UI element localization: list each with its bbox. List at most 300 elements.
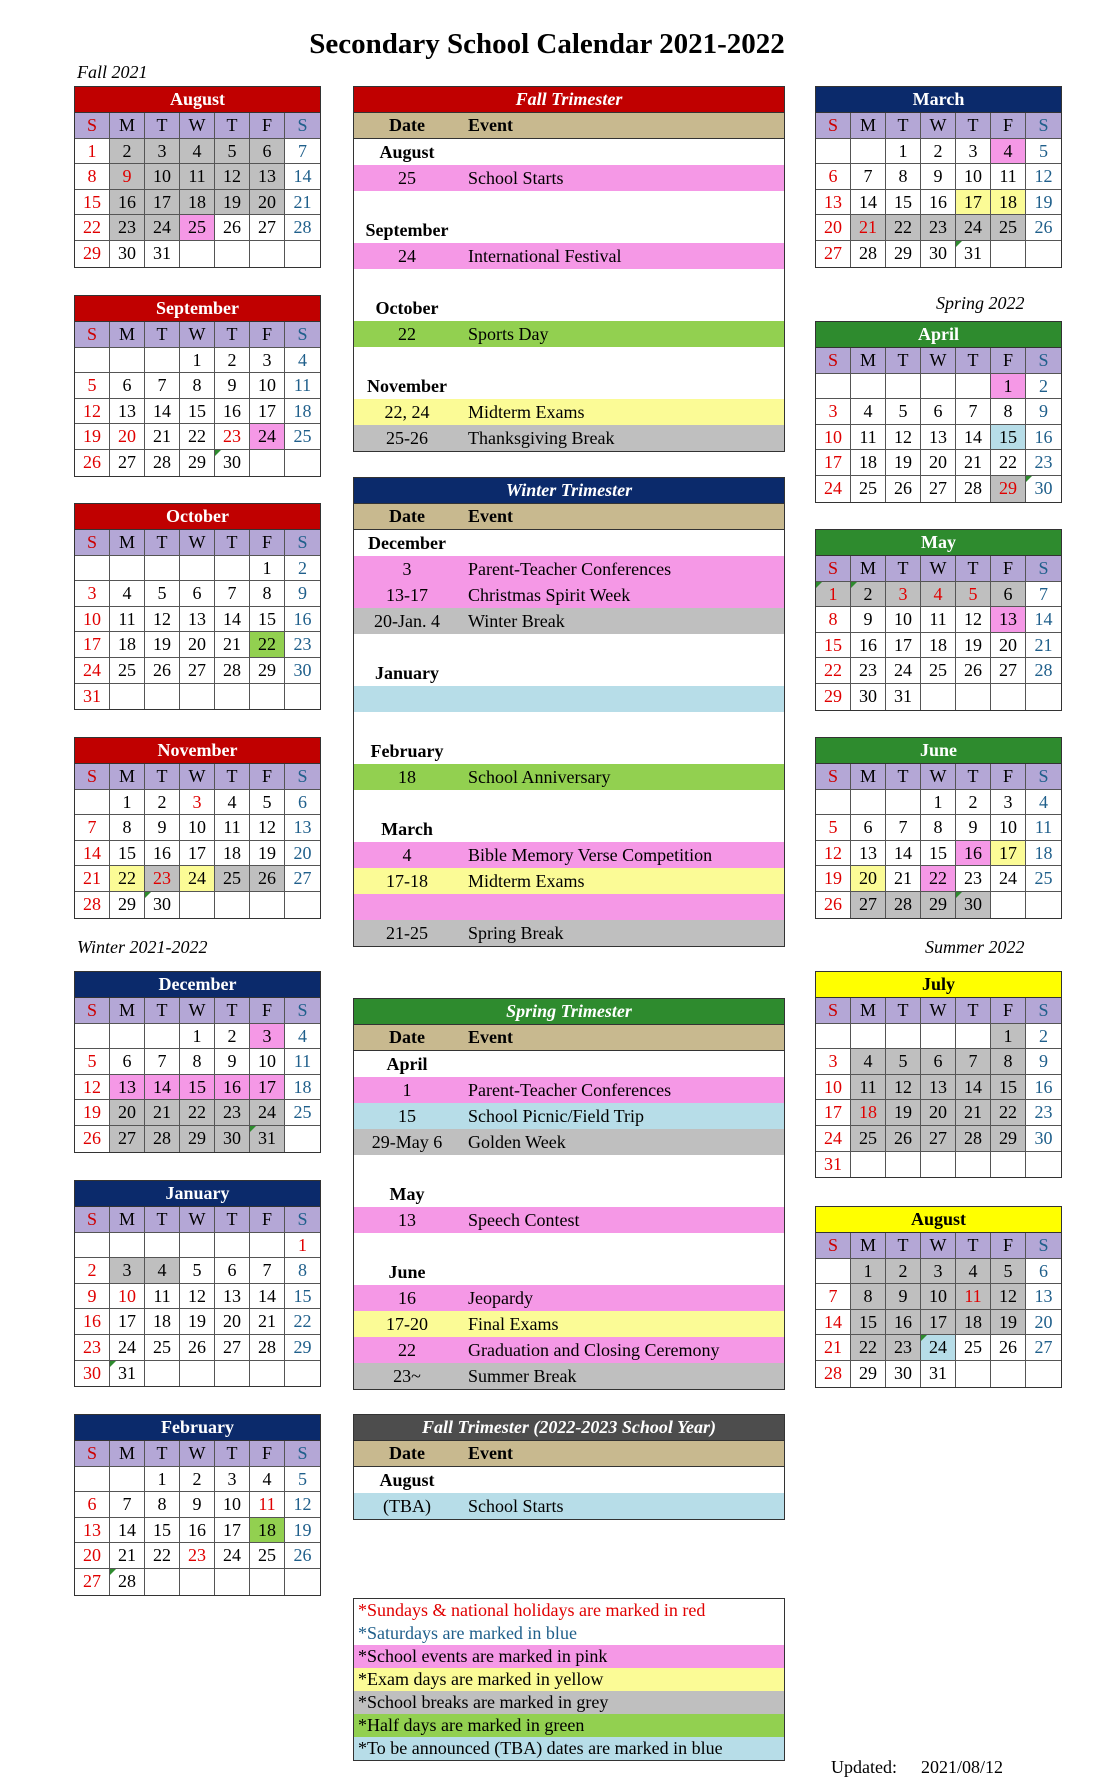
day-cell — [110, 1467, 145, 1493]
weekday-header: M — [110, 113, 145, 139]
day-cell — [145, 1233, 180, 1259]
day-cell: 28 — [886, 892, 921, 918]
day-cell: 24 — [215, 1543, 250, 1569]
day-cell: 9 — [921, 164, 956, 190]
event-name — [460, 530, 784, 556]
day-cell: 6 — [285, 790, 320, 816]
day-cell — [886, 1152, 921, 1178]
weekday-header: S — [816, 998, 851, 1024]
day-cell — [956, 1152, 991, 1178]
weekday-header: T — [145, 113, 180, 139]
day-cell: 12 — [215, 164, 250, 190]
weekday-header: T — [215, 764, 250, 790]
table-row — [354, 321, 784, 347]
weekday-header: S — [1026, 998, 1061, 1024]
day-cell: 2 — [921, 139, 956, 165]
day-cell: 2 — [215, 348, 250, 374]
day-cell: 1 — [886, 139, 921, 165]
month-heading: March — [381, 819, 433, 839]
weekday-header: S — [1026, 113, 1061, 139]
event-name — [460, 1181, 784, 1207]
day-cell: 29 — [250, 658, 285, 684]
event-name — [460, 1467, 784, 1493]
table-row — [354, 217, 784, 243]
weekday-header: T — [145, 998, 180, 1024]
legend-item: *School events are marked in pink — [354, 1645, 784, 1668]
day-cell: 19 — [75, 1100, 110, 1126]
day-cell: 11 — [285, 373, 320, 399]
event-name — [460, 139, 784, 165]
day-cell: 22 — [991, 450, 1026, 476]
event-date: 24 — [398, 246, 416, 266]
table-title: Fall Trimester (2022-2023 School Year) — [354, 1415, 784, 1441]
event-name: Midterm Exams — [468, 871, 585, 891]
day-cell: 1 — [851, 1259, 886, 1285]
day-cell: 19 — [816, 866, 851, 892]
table-row — [354, 1363, 784, 1389]
fall-trimester-table — [353, 86, 785, 452]
table-row — [354, 1155, 784, 1181]
weekday-header: M — [851, 764, 886, 790]
day-cell: 8 — [145, 1492, 180, 1518]
table-row — [354, 686, 784, 712]
event-date: 22, 24 — [384, 402, 430, 422]
day-cell — [285, 1126, 320, 1152]
day-cell: 10 — [250, 373, 285, 399]
day-cell: 2 — [1026, 374, 1061, 400]
day-cell: 27 — [1026, 1335, 1061, 1361]
day-cell: 24 — [886, 658, 921, 684]
day-cell: 7 — [1026, 582, 1061, 608]
day-cell: 18 — [145, 1309, 180, 1335]
event-date: 13-17 — [386, 585, 428, 605]
day-cell: 18 — [851, 450, 886, 476]
day-cell — [851, 1152, 886, 1178]
month-heading: May — [389, 1184, 425, 1204]
day-cell: 1 — [145, 1467, 180, 1493]
day-cell: 17 — [110, 1309, 145, 1335]
day-cell: 9 — [886, 1284, 921, 1310]
day-cell — [1026, 1152, 1061, 1178]
updated-date: 2021/08/12 — [920, 1757, 1003, 1777]
day-cell — [75, 790, 110, 816]
day-cell: 18 — [285, 399, 320, 425]
day-cell: 10 — [110, 1284, 145, 1310]
day-cell: 17 — [956, 190, 991, 216]
weekday-header: S — [1026, 556, 1061, 582]
day-cell — [886, 1024, 921, 1050]
event-name: Winter Break — [468, 611, 565, 631]
day-cell: 26 — [1026, 215, 1061, 241]
day-cell: 18 — [956, 1310, 991, 1336]
month-name: October — [75, 504, 320, 530]
month-heading: October — [375, 298, 439, 318]
event-name — [460, 373, 784, 399]
day-cell: 20 — [110, 1100, 145, 1126]
day-cell: 15 — [110, 841, 145, 867]
event-name — [460, 816, 784, 842]
day-cell: 6 — [250, 139, 285, 165]
day-cell: 29 — [180, 1126, 215, 1152]
weekday-header: W — [180, 530, 215, 556]
half-day-marker — [110, 1361, 116, 1367]
day-cell: 8 — [250, 581, 285, 607]
day-cell: 9 — [1026, 1049, 1061, 1075]
day-cell: 30 — [886, 1361, 921, 1387]
event-name: Midterm Exams — [468, 402, 585, 422]
day-cell: 14 — [110, 1518, 145, 1544]
day-cell: 24 — [180, 866, 215, 892]
weekday-header: T — [956, 556, 991, 582]
day-cell: 9 — [1026, 399, 1061, 425]
day-cell: 27 — [921, 1126, 956, 1152]
half-day-marker — [110, 1569, 116, 1575]
day-cell: 30 — [110, 241, 145, 267]
day-cell: 1 — [285, 1233, 320, 1259]
weekday-header: S — [816, 1233, 851, 1259]
day-cell: 23 — [921, 215, 956, 241]
legend-item: *Saturdays are marked in blue — [358, 1623, 577, 1643]
day-cell: 18 — [215, 841, 250, 867]
day-cell: 10 — [816, 425, 851, 451]
day-cell: 22 — [75, 215, 110, 241]
day-cell: 14 — [75, 841, 110, 867]
day-cell: 1 — [921, 790, 956, 816]
day-cell — [215, 556, 250, 582]
day-cell: 15 — [921, 841, 956, 867]
day-cell: 10 — [816, 1075, 851, 1101]
weekday-header: M — [851, 1233, 886, 1259]
day-cell: 28 — [285, 215, 320, 241]
day-cell: 2 — [145, 790, 180, 816]
table-row — [354, 1467, 784, 1493]
day-cell: 26 — [215, 215, 250, 241]
day-cell: 7 — [851, 164, 886, 190]
event-name: Graduation and Closing Ceremony — [468, 1340, 720, 1360]
day-cell — [110, 684, 145, 710]
event-name: Parent-Teacher Conferences — [468, 1080, 672, 1100]
day-cell: 19 — [886, 1100, 921, 1126]
day-cell: 4 — [180, 139, 215, 165]
day-cell: 24 — [816, 476, 851, 502]
day-cell: 26 — [75, 1126, 110, 1152]
day-cell: 12 — [75, 1075, 110, 1101]
weekday-header: M — [110, 998, 145, 1024]
day-cell: 5 — [75, 1049, 110, 1075]
day-cell — [921, 1024, 956, 1050]
month-name: March — [816, 87, 1061, 113]
day-cell: 10 — [145, 164, 180, 190]
event-name: Spring Break — [468, 923, 564, 943]
day-cell: 17 — [921, 1310, 956, 1336]
day-cell: 13 — [215, 1284, 250, 1310]
day-cell — [75, 1024, 110, 1050]
month-name: December — [75, 972, 320, 998]
table-row — [354, 790, 784, 816]
day-cell: 27 — [75, 1569, 110, 1595]
day-cell: 16 — [75, 1309, 110, 1335]
weekday-header: S — [285, 113, 320, 139]
event-name: Speech Contest — [468, 1210, 580, 1230]
half-day-marker — [921, 1335, 927, 1341]
weekday-header: S — [1026, 348, 1061, 374]
day-cell: 20 — [1026, 1310, 1061, 1336]
day-cell — [250, 1233, 285, 1259]
day-cell: 22 — [991, 1100, 1026, 1126]
weekday-header: W — [180, 322, 215, 348]
day-cell: 31 — [886, 684, 921, 710]
day-cell: 26 — [285, 1543, 320, 1569]
day-cell: 17 — [816, 1100, 851, 1126]
day-cell: 20 — [180, 632, 215, 658]
day-cell: 5 — [816, 815, 851, 841]
day-cell: 25 — [851, 1126, 886, 1152]
day-cell: 7 — [956, 399, 991, 425]
day-cell: 31 — [145, 241, 180, 267]
month-heading: April — [386, 1054, 428, 1074]
season-label-summer: Summer 2022 — [925, 937, 1025, 957]
table-row — [354, 295, 784, 321]
day-cell: 18 — [921, 633, 956, 659]
day-cell — [1026, 684, 1061, 710]
table-row — [354, 1493, 784, 1519]
event-name — [460, 1051, 784, 1077]
day-cell: 22 — [285, 1309, 320, 1335]
day-cell: 15 — [991, 1075, 1026, 1101]
day-cell: 15 — [285, 1284, 320, 1310]
table-row — [354, 1103, 784, 1129]
event-date — [354, 634, 460, 660]
weekday-header: S — [285, 764, 320, 790]
day-cell: 13 — [991, 607, 1026, 633]
day-cell: 22 — [921, 866, 956, 892]
day-cell: 13 — [921, 425, 956, 451]
day-cell — [215, 684, 250, 710]
day-cell: 13 — [285, 815, 320, 841]
day-cell: 27 — [180, 658, 215, 684]
day-cell: 16 — [215, 1075, 250, 1101]
day-cell: 9 — [215, 373, 250, 399]
day-cell: 27 — [921, 476, 956, 502]
legend-item: *Exam days are marked in yellow — [354, 1668, 784, 1691]
day-cell: 17 — [145, 190, 180, 216]
day-cell: 13 — [1026, 1284, 1061, 1310]
event-date — [354, 712, 460, 738]
day-cell — [285, 892, 320, 918]
day-cell: 8 — [180, 373, 215, 399]
day-cell: 8 — [886, 164, 921, 190]
day-cell: 11 — [851, 1075, 886, 1101]
weekday-header: T — [215, 1207, 250, 1233]
day-cell — [215, 1569, 250, 1595]
table-row — [354, 399, 784, 425]
day-cell: 25 — [110, 658, 145, 684]
event-date: 22 — [398, 324, 416, 344]
day-cell: 28 — [250, 1335, 285, 1361]
event-column-header: Event — [468, 115, 513, 135]
table-row — [354, 712, 784, 738]
day-cell: 20 — [215, 1309, 250, 1335]
day-cell: 2 — [75, 1258, 110, 1284]
day-cell: 25 — [250, 1543, 285, 1569]
month-heading: January — [374, 663, 439, 683]
day-cell: 29 — [816, 684, 851, 710]
day-cell — [250, 684, 285, 710]
day-cell: 8 — [991, 1049, 1026, 1075]
day-cell: 27 — [215, 1335, 250, 1361]
event-name: Bible Memory Verse Competition — [468, 845, 713, 865]
day-cell — [110, 556, 145, 582]
day-cell: 18 — [851, 1100, 886, 1126]
day-cell: 15 — [75, 190, 110, 216]
day-cell: 20 — [921, 450, 956, 476]
day-cell: 14 — [285, 164, 320, 190]
half-day-marker — [145, 892, 151, 898]
weekday-header: M — [851, 348, 886, 374]
day-cell — [285, 241, 320, 267]
table-row — [354, 139, 784, 165]
month-heading: February — [370, 741, 444, 761]
day-cell: 6 — [1026, 1259, 1061, 1285]
day-cell: 11 — [145, 1284, 180, 1310]
day-cell — [921, 374, 956, 400]
weekday-header: F — [991, 348, 1026, 374]
day-cell: 4 — [851, 399, 886, 425]
calendar-may-2022 — [815, 529, 1062, 711]
day-cell: 6 — [921, 399, 956, 425]
day-cell — [991, 892, 1026, 918]
day-cell: 3 — [145, 139, 180, 165]
event-name — [460, 686, 784, 712]
calendar-january-2022 — [74, 1180, 321, 1387]
day-cell: 16 — [110, 190, 145, 216]
day-cell: 27 — [816, 241, 851, 267]
event-name — [460, 1155, 784, 1181]
day-cell: 21 — [145, 1100, 180, 1126]
day-cell: 21 — [956, 450, 991, 476]
weekday-header: M — [851, 113, 886, 139]
weekday-header: T — [215, 113, 250, 139]
event-column-header: Event — [468, 506, 513, 526]
day-cell — [816, 139, 851, 165]
day-cell: 23 — [1026, 450, 1061, 476]
month-name: August — [816, 1207, 1061, 1233]
day-cell: 9 — [180, 1492, 215, 1518]
event-date — [354, 191, 460, 217]
day-cell: 8 — [285, 1258, 320, 1284]
day-cell: 19 — [215, 190, 250, 216]
event-name — [460, 217, 784, 243]
day-cell: 2 — [110, 139, 145, 165]
event-name: School Starts — [468, 1496, 564, 1516]
day-cell: 9 — [851, 607, 886, 633]
day-cell: 30 — [921, 241, 956, 267]
day-cell: 14 — [145, 399, 180, 425]
day-cell: 10 — [215, 1492, 250, 1518]
day-cell: 28 — [956, 476, 991, 502]
day-cell: 7 — [886, 815, 921, 841]
day-cell: 11 — [215, 815, 250, 841]
day-cell: 4 — [215, 790, 250, 816]
day-cell: 28 — [110, 1569, 145, 1595]
day-cell: 5 — [215, 139, 250, 165]
date-column-header: Date — [389, 1443, 425, 1463]
event-date: 20-Jan. 4 — [374, 611, 440, 631]
day-cell: 21 — [816, 1335, 851, 1361]
day-cell: 22 — [816, 658, 851, 684]
event-date: 16 — [398, 1288, 416, 1308]
day-cell: 29 — [285, 1335, 320, 1361]
day-cell: 24 — [991, 866, 1026, 892]
day-cell: 22 — [110, 866, 145, 892]
weekday-header: S — [816, 113, 851, 139]
calendar-august-2021 — [74, 86, 321, 268]
day-cell: 30 — [215, 450, 250, 476]
legend-item: *School breaks are marked in grey — [354, 1691, 784, 1714]
day-cell: 6 — [921, 1049, 956, 1075]
month-heading: August — [379, 1470, 435, 1490]
day-cell: 15 — [145, 1518, 180, 1544]
day-cell: 21 — [75, 866, 110, 892]
day-cell: 2 — [851, 582, 886, 608]
table-row — [354, 894, 784, 920]
day-cell: 11 — [991, 164, 1026, 190]
day-cell: 28 — [75, 892, 110, 918]
day-cell — [180, 1233, 215, 1259]
table-row — [354, 842, 784, 868]
day-cell — [145, 348, 180, 374]
month-heading: June — [388, 1262, 426, 1282]
day-cell: 23 — [851, 658, 886, 684]
day-cell: 20 — [851, 866, 886, 892]
weekday-header: W — [180, 113, 215, 139]
weekday-header: S — [1026, 1233, 1061, 1259]
day-cell: 3 — [956, 139, 991, 165]
day-cell: 15 — [180, 1075, 215, 1101]
day-cell: 9 — [215, 1049, 250, 1075]
day-cell: 17 — [180, 841, 215, 867]
weekday-header: M — [851, 556, 886, 582]
winter-trimester-table — [353, 477, 785, 947]
day-cell: 12 — [250, 815, 285, 841]
weekday-header: W — [180, 764, 215, 790]
day-cell: 4 — [110, 581, 145, 607]
table-row — [354, 1051, 784, 1077]
day-cell — [851, 790, 886, 816]
event-name — [460, 191, 784, 217]
day-cell: 6 — [75, 1492, 110, 1518]
day-cell: 8 — [921, 815, 956, 841]
season-label-winter: Winter 2021-2022 — [77, 937, 208, 957]
spring-trimester-table — [353, 998, 785, 1390]
weekday-header: W — [180, 998, 215, 1024]
day-cell: 17 — [250, 1075, 285, 1101]
weekday-header: S — [75, 1207, 110, 1233]
day-cell: 24 — [250, 1100, 285, 1126]
day-cell: 30 — [956, 892, 991, 918]
weekday-header: M — [110, 764, 145, 790]
weekday-header: S — [1026, 764, 1061, 790]
day-cell: 13 — [110, 399, 145, 425]
season-label-fall: Fall 2021 — [77, 62, 148, 82]
day-cell: 19 — [991, 1310, 1026, 1336]
day-cell: 10 — [921, 1284, 956, 1310]
event-date — [354, 1233, 460, 1259]
weekday-header: M — [110, 322, 145, 348]
weekday-header: F — [250, 998, 285, 1024]
day-cell: 10 — [886, 607, 921, 633]
day-cell — [145, 1361, 180, 1387]
